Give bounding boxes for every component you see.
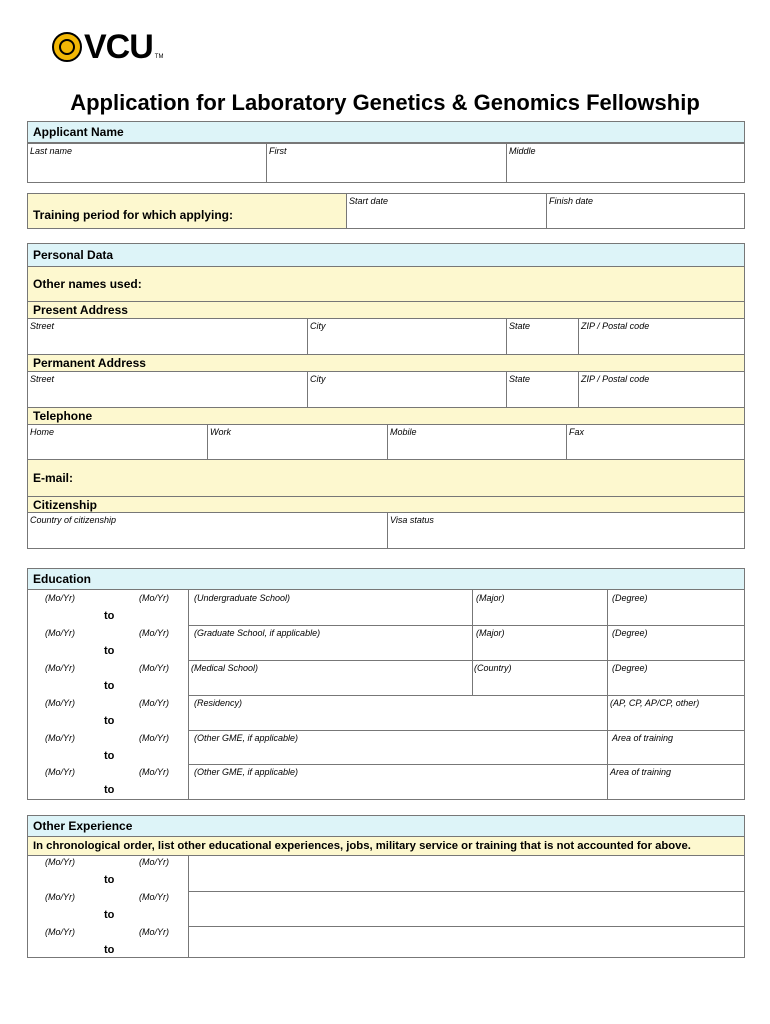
exp-row1-to: to bbox=[104, 874, 115, 886]
present-street-label: Street bbox=[30, 321, 55, 331]
permanent-zip-label: ZIP / Postal code bbox=[581, 374, 650, 384]
seal-icon bbox=[52, 32, 82, 62]
edu-row5-right[interactable]: Area of training bbox=[612, 733, 674, 743]
permanent-city-field[interactable] bbox=[307, 371, 507, 408]
exp-row3-from[interactable]: (Mo/Yr) bbox=[45, 927, 75, 937]
logo-brand-bold: VCU bbox=[84, 28, 153, 66]
edu-row3-school[interactable]: (Medical School) bbox=[191, 663, 259, 673]
work-phone-field[interactable] bbox=[207, 424, 388, 460]
logo-tm: TM bbox=[154, 54, 164, 60]
present-street-field[interactable] bbox=[27, 318, 308, 355]
edu-row1-from[interactable]: (Mo/Yr) bbox=[45, 593, 75, 603]
exp-row2-description[interactable] bbox=[190, 892, 744, 925]
exp-row2-to-date[interactable]: (Mo/Yr) bbox=[139, 892, 169, 902]
present-zip-label: ZIP / Postal code bbox=[581, 321, 650, 331]
mobile-phone-label: Mobile bbox=[390, 427, 417, 437]
work-phone-label: Work bbox=[210, 427, 231, 437]
permanent-street-field[interactable] bbox=[27, 371, 308, 408]
edu-row5-school[interactable]: (Other GME, if applicable) bbox=[194, 733, 299, 743]
present-state-field[interactable] bbox=[506, 318, 579, 355]
edu-row1-right[interactable]: (Degree) bbox=[612, 593, 648, 603]
permanent-state-label: State bbox=[509, 374, 531, 384]
page-title: Application for Laboratory Genetics & Genomics Fellowship bbox=[70, 90, 700, 115]
edu-row4-to: to bbox=[104, 715, 115, 727]
edu-row6-to-date[interactable]: (Mo/Yr) bbox=[139, 767, 169, 777]
other-names-field[interactable] bbox=[27, 266, 745, 302]
citizenship-header: Citizenship bbox=[27, 496, 745, 513]
last-name-label: Last name bbox=[30, 146, 73, 156]
exp-row2-to: to bbox=[104, 909, 115, 921]
fax-label: Fax bbox=[569, 427, 585, 437]
edu-row2-from[interactable]: (Mo/Yr) bbox=[45, 628, 75, 638]
training-period-label: Training period for which applying: bbox=[27, 193, 347, 229]
exp-row3-to-date[interactable]: (Mo/Yr) bbox=[139, 927, 169, 937]
edu-row5-to-date[interactable]: (Mo/Yr) bbox=[139, 733, 169, 743]
middle-name-label: Middle bbox=[509, 146, 536, 156]
start-date-label: Start date bbox=[349, 196, 389, 206]
edu-row2-right[interactable]: (Degree) bbox=[612, 628, 648, 638]
edu-row4-right[interactable]: (AP, CP, AP/CP, other) bbox=[610, 698, 700, 708]
edu-row3-mid[interactable]: (Country) bbox=[474, 663, 512, 673]
permanent-street-label: Street bbox=[30, 374, 55, 384]
edu-row4-from[interactable]: (Mo/Yr) bbox=[45, 698, 75, 708]
edu-row3-to-date[interactable]: (Mo/Yr) bbox=[139, 663, 169, 673]
home-phone-field[interactable] bbox=[27, 424, 208, 460]
finish-date-field[interactable] bbox=[546, 193, 745, 229]
present-zip-field[interactable] bbox=[578, 318, 745, 355]
home-phone-label: Home bbox=[30, 427, 55, 437]
mobile-phone-field[interactable] bbox=[387, 424, 567, 460]
edu-row3-from[interactable]: (Mo/Yr) bbox=[45, 663, 75, 673]
email-field[interactable] bbox=[27, 459, 745, 497]
education-header: Education bbox=[27, 568, 745, 590]
applicant-name-header: Applicant Name bbox=[27, 121, 745, 143]
edu-row1-to-date[interactable]: (Mo/Yr) bbox=[139, 593, 169, 603]
edu-row2-mid[interactable]: (Major) bbox=[476, 628, 505, 638]
other-experience-header: Other Experience bbox=[27, 815, 745, 837]
permanent-state-field[interactable] bbox=[506, 371, 579, 408]
email-label: E-mail: bbox=[33, 471, 74, 485]
present-address-header: Present Address bbox=[27, 301, 745, 319]
permanent-zip-field[interactable] bbox=[578, 371, 745, 408]
exp-row2-from[interactable]: (Mo/Yr) bbox=[45, 892, 75, 902]
fax-field[interactable] bbox=[566, 424, 745, 460]
edu-row6-school[interactable]: (Other GME, if applicable) bbox=[194, 767, 299, 777]
edu-row6-from[interactable]: (Mo/Yr) bbox=[45, 767, 75, 777]
exp-row1-to-date[interactable]: (Mo/Yr) bbox=[139, 857, 169, 867]
education-table bbox=[27, 589, 745, 800]
vcu-health-logo bbox=[52, 26, 163, 68]
visa-status-label: Visa status bbox=[390, 515, 434, 525]
present-state-label: State bbox=[509, 321, 531, 331]
exp-row3-description[interactable] bbox=[190, 927, 744, 957]
exp-row1-description[interactable] bbox=[190, 857, 744, 890]
edu-row1-school[interactable]: (Undergraduate School) bbox=[194, 593, 291, 603]
permanent-city-label: City bbox=[310, 374, 326, 384]
edu-row3-right[interactable]: (Degree) bbox=[612, 663, 648, 673]
telephone-header: Telephone bbox=[27, 407, 745, 425]
other-names-label: Other names used: bbox=[33, 277, 142, 291]
last-name-field[interactable] bbox=[27, 143, 267, 183]
edu-row5-to: to bbox=[104, 750, 115, 762]
first-name-label: First bbox=[269, 146, 287, 156]
first-name-field[interactable] bbox=[266, 143, 507, 183]
edu-row1-mid[interactable]: (Major) bbox=[476, 593, 505, 603]
personal-data-header: Personal Data bbox=[27, 243, 745, 267]
visa-status-field[interactable] bbox=[387, 512, 745, 549]
edu-row2-to: to bbox=[104, 645, 115, 657]
start-date-field[interactable] bbox=[346, 193, 547, 229]
country-citizenship-field[interactable] bbox=[27, 512, 388, 549]
edu-row3-to: to bbox=[104, 680, 115, 692]
edu-row6-right[interactable]: Area of training bbox=[610, 767, 672, 777]
edu-row2-to-date[interactable]: (Mo/Yr) bbox=[139, 628, 169, 638]
permanent-address-header: Permanent Address bbox=[27, 354, 745, 372]
edu-row6-to: to bbox=[104, 784, 115, 796]
country-citizenship-label: Country of citizenship bbox=[30, 515, 117, 525]
other-experience-instruction: In chronological order, list other educational experiences, jobs, military service or training that is not accounted for above. bbox=[27, 836, 745, 856]
edu-row2-school[interactable]: (Graduate School, if applicable) bbox=[194, 628, 321, 638]
exp-row3-to: to bbox=[104, 944, 115, 956]
present-city-label: City bbox=[310, 321, 326, 331]
edu-row4-school[interactable]: (Residency) bbox=[194, 698, 243, 708]
finish-date-label: Finish date bbox=[549, 196, 594, 206]
present-city-field[interactable] bbox=[307, 318, 507, 355]
middle-name-field[interactable] bbox=[506, 143, 745, 183]
other-experience-table bbox=[27, 855, 745, 958]
edu-row5-from[interactable]: (Mo/Yr) bbox=[45, 733, 75, 743]
edu-row4-to-date[interactable]: (Mo/Yr) bbox=[139, 698, 169, 708]
exp-row1-from[interactable]: (Mo/Yr) bbox=[45, 857, 75, 867]
edu-row1-to: to bbox=[104, 610, 115, 622]
